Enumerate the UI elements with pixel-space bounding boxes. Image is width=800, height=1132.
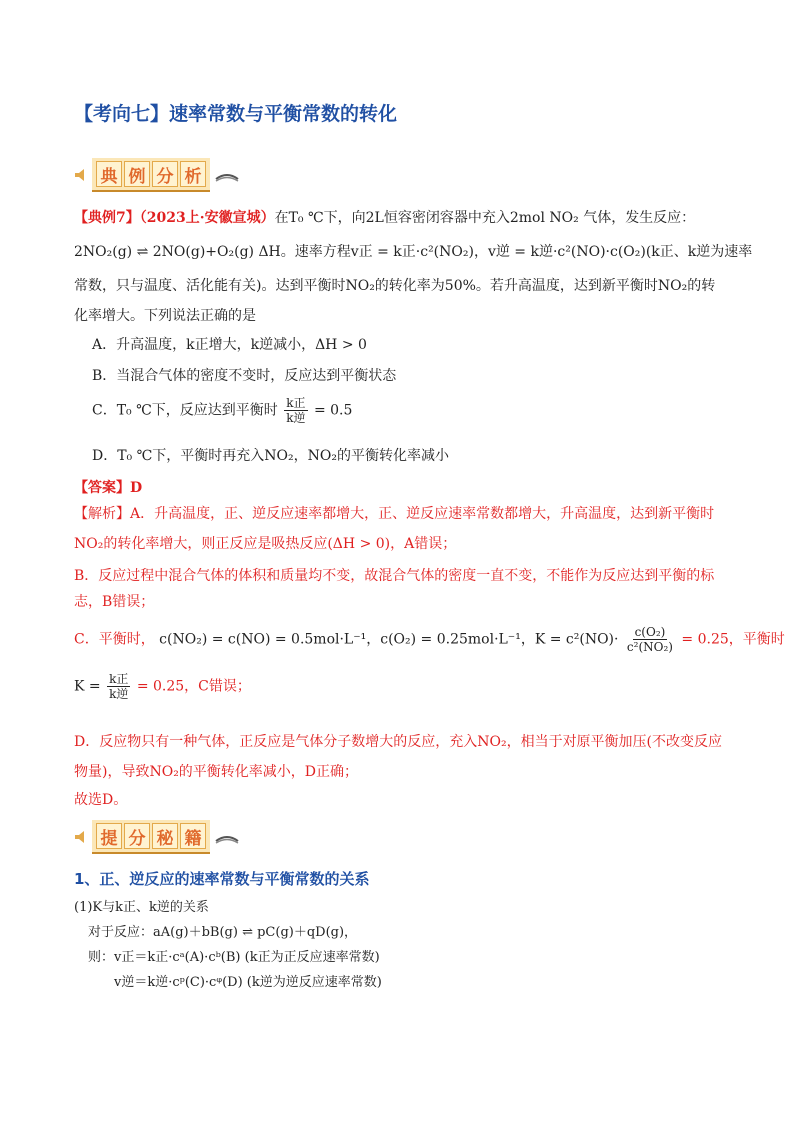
banner-char: 典 <box>96 161 122 187</box>
example-label: 【典例7】 <box>74 210 140 226</box>
banner-tips <box>74 820 240 854</box>
fraction-denominator: k逆 <box>109 687 129 701</box>
analysis-a-1: 【解析】A．升高温度，正、逆反应速率都增大，正、逆反应速率常数都增大，升高温度，达到新平衡时 <box>74 506 715 522</box>
banner-example-analysis <box>74 158 240 192</box>
option-c-text: C．T₀ ℃下，反应达到平衡时 <box>92 402 278 419</box>
book-icon <box>214 829 240 845</box>
analysis-c-2 <box>74 672 251 701</box>
analysis-c-1 <box>74 625 785 654</box>
example-stem-1: 在T₀ ℃下，向2L恒容密闭容器中充入2mol NO₂ 气体，发生反应： <box>274 210 696 226</box>
banner-char: 提 <box>96 823 122 849</box>
speaker-icon <box>74 830 90 844</box>
section-line-4: v逆＝k逆·cᵖ(C)·cᵠ(D) (k逆为逆反应速率常数) <box>114 975 382 990</box>
fraction-numerator: c(O₂) <box>634 625 666 639</box>
option-a: A．升高温度，k正增大，k逆减小，ΔH > 0 <box>92 337 367 353</box>
analysis-b-2: 志，B错误； <box>74 594 155 610</box>
book-icon <box>214 167 240 183</box>
fraction-denominator: k逆 <box>286 411 306 425</box>
analysis-b-1: B．反应过程中混合气体的体积和质量均不变，故混合气体的密度一直不变，不能作为反应达到平衡的标 <box>74 568 715 584</box>
banner-char: 例 <box>124 161 150 187</box>
analysis-d-2: 物量)，导致NO₂的平衡转化率减小，D正确； <box>74 764 359 780</box>
banner-char: 分 <box>152 161 178 187</box>
section-line-3: 则：v正＝k正·cᵃ(A)·cᵇ(B) (k正为正反应速率常数) <box>88 950 380 965</box>
option-c <box>92 396 352 425</box>
analysis-c-k: K = <box>74 678 101 695</box>
option-d: D．T₀ ℃下，平衡时再充入NO₂，NO₂的平衡转化率减小 <box>92 448 449 464</box>
analysis-a-2 <box>74 534 456 554</box>
analysis-c-label: C．平衡时， <box>74 631 155 648</box>
analysis-c-result: = 0.25，平衡时 <box>681 631 785 648</box>
banner-char: 秘 <box>152 823 178 849</box>
analysis-a-2-text: NO₂的转化率增大，则正反应是吸热反应(ΔH > 0)，A错误； <box>74 536 457 552</box>
analysis-c2-fraction <box>107 672 130 701</box>
analysis-final: 故选D。 <box>74 792 128 808</box>
banner-badge <box>92 820 210 854</box>
example-line-2: 2NO₂(g) ⇌ 2NO(g)+O₂(g) ΔH。速率方程v正 = k正·c²(NO₂)，v逆 = k逆·c²(NO)·c(O₂)(k正、k逆为速率 <box>74 244 753 260</box>
fraction-numerator: k正 <box>286 396 306 410</box>
option-c-fraction <box>284 396 307 425</box>
fraction-numerator: k正 <box>109 672 129 686</box>
banner-badge <box>92 158 210 192</box>
answer: 【答案】D <box>74 480 143 496</box>
example-line-4: 化率增大。下列说法正确的是 <box>74 308 256 324</box>
speaker-icon <box>74 168 90 182</box>
analysis-c2-result: = 0.25，C错误； <box>136 678 251 695</box>
section-heading: 1、正、逆反应的速率常数与平衡常数的关系 <box>74 870 370 888</box>
analysis-c-fraction <box>625 625 675 654</box>
option-c-value: = 0.5 <box>313 402 353 419</box>
banner-char: 籍 <box>180 823 206 849</box>
section-line-1: (1)K与k正、k逆的关系 <box>74 900 209 915</box>
banner-char: 析 <box>180 161 206 187</box>
example-line-3: 常数，只与温度、活化能有关)。达到平衡时NO₂的转化率为50%。若升高温度，达到新平衡时NO₂的转 <box>74 278 716 294</box>
analysis-c-equation: c(NO₂) = c(NO) = 0.5mol·L⁻¹，c(O₂) = 0.25mol·L⁻¹，K = c²(NO)· <box>159 631 619 648</box>
example-source: （2023上·安徽宣城） <box>139 210 275 226</box>
option-b: B．当混合气体的密度不变时，反应达到平衡状态 <box>92 368 397 384</box>
page-title: 【考向七】速率常数与平衡常数的转化 <box>74 103 398 125</box>
fraction-denominator: c²(NO₂) <box>626 640 673 654</box>
section-line-2: 对于反应：aA(g)＋bB(g) ⇌ pC(g)＋qD(g)， <box>88 925 358 940</box>
banner-char: 分 <box>124 823 150 849</box>
analysis-d-1: D．反应物只有一种气体，正反应是气体分子数增大的反应，充入NO₂，相当于对原平衡加压(不改变反应 <box>74 734 723 750</box>
example-line-1 <box>74 208 695 228</box>
